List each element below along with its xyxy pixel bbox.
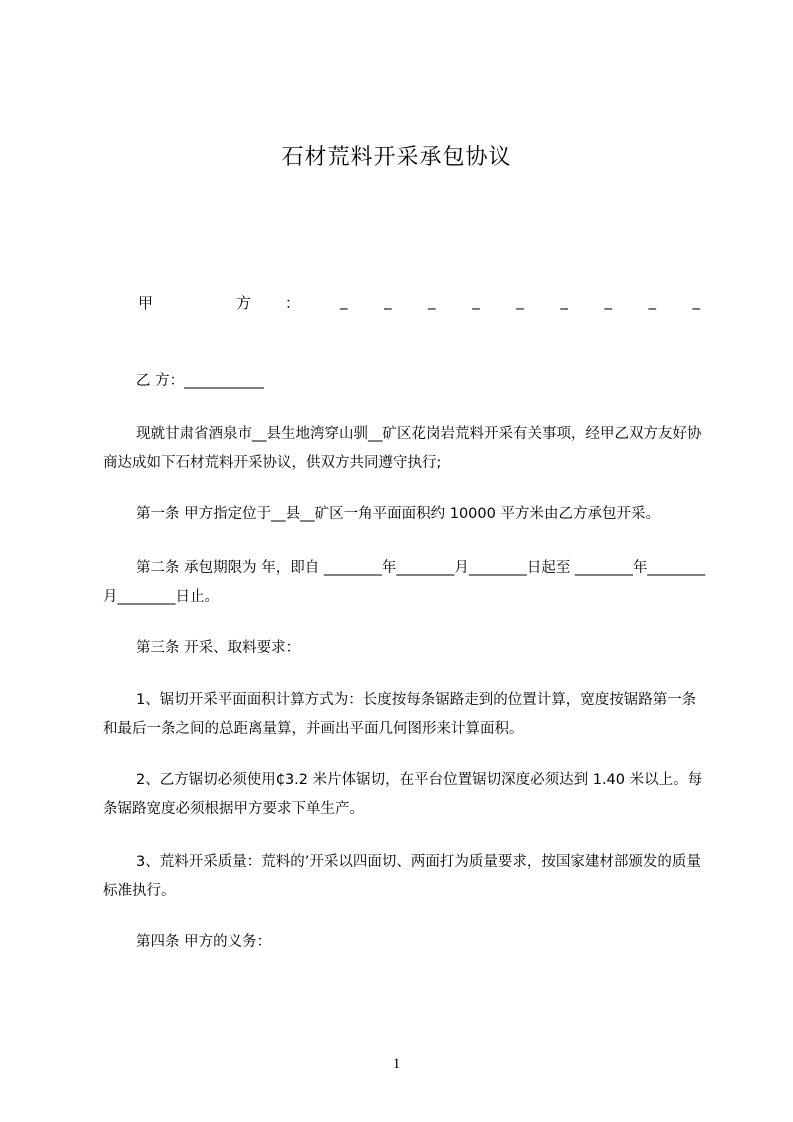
article-4-heading: 第四条 甲方的义务： (136, 934, 272, 950)
article-2: 第二条 承包期限为 年，即自 ________年________月________日起至 ________年________月________日止。 (103, 560, 706, 605)
article-1: 第一条 甲方指定位于__县__矿区一角平面面积约 10000 平方米由乙方承包开采。 (136, 506, 660, 522)
article-3-item-1: 1、锯切开采平面面积计算方式为：长度按每条锯路走到的位置计算，宽度按锯路第一条和最后一条之间的总距离量算，并画出平面几何图形来计算面积。 (103, 692, 697, 737)
blank: _ (340, 292, 348, 310)
blank: _ (648, 292, 656, 310)
party-b-line: 乙 方：___________ (136, 373, 264, 389)
party-a-label-char2: 方 (236, 294, 252, 312)
blank: _ (516, 292, 524, 310)
document-title: 石材荒料开采承包协议 (281, 145, 512, 170)
intro-paragraph: 现就甘肃省酒泉市__县生地湾穿山驯__矿区花岗岩荒料开采有关事项，经甲乙双方友好协商达成如下石材荒料开采协议，供双方共同遵守执行; (103, 426, 702, 471)
party-a-label-char1: 甲 (138, 294, 154, 312)
blank: _ (428, 292, 436, 310)
blank: _ (384, 292, 392, 310)
blank: _ (604, 292, 612, 310)
blank: _ (472, 292, 480, 310)
party-a-blank-line (340, 292, 700, 310)
blank: _ (692, 292, 700, 310)
article-3-heading: 第三条 开采、取料要求： (136, 640, 301, 656)
page-number: 1 (392, 1056, 401, 1072)
article-3-item-3: 3、荒料开采质量：荒料的’开采以四面切、两面打为质量要求，按国家建材部颁发的质量标准执行。 (103, 854, 701, 899)
article-3-item-2: 2、乙方锯切必须使用₵3.2 米片体锯切，在平台位置锯切深度必须达到 1.40 米以上。每条锯路宽度必须根据甲方要求下单生产。 (103, 772, 703, 817)
blank: _ (560, 292, 568, 310)
party-a-colon: ： (285, 294, 301, 312)
